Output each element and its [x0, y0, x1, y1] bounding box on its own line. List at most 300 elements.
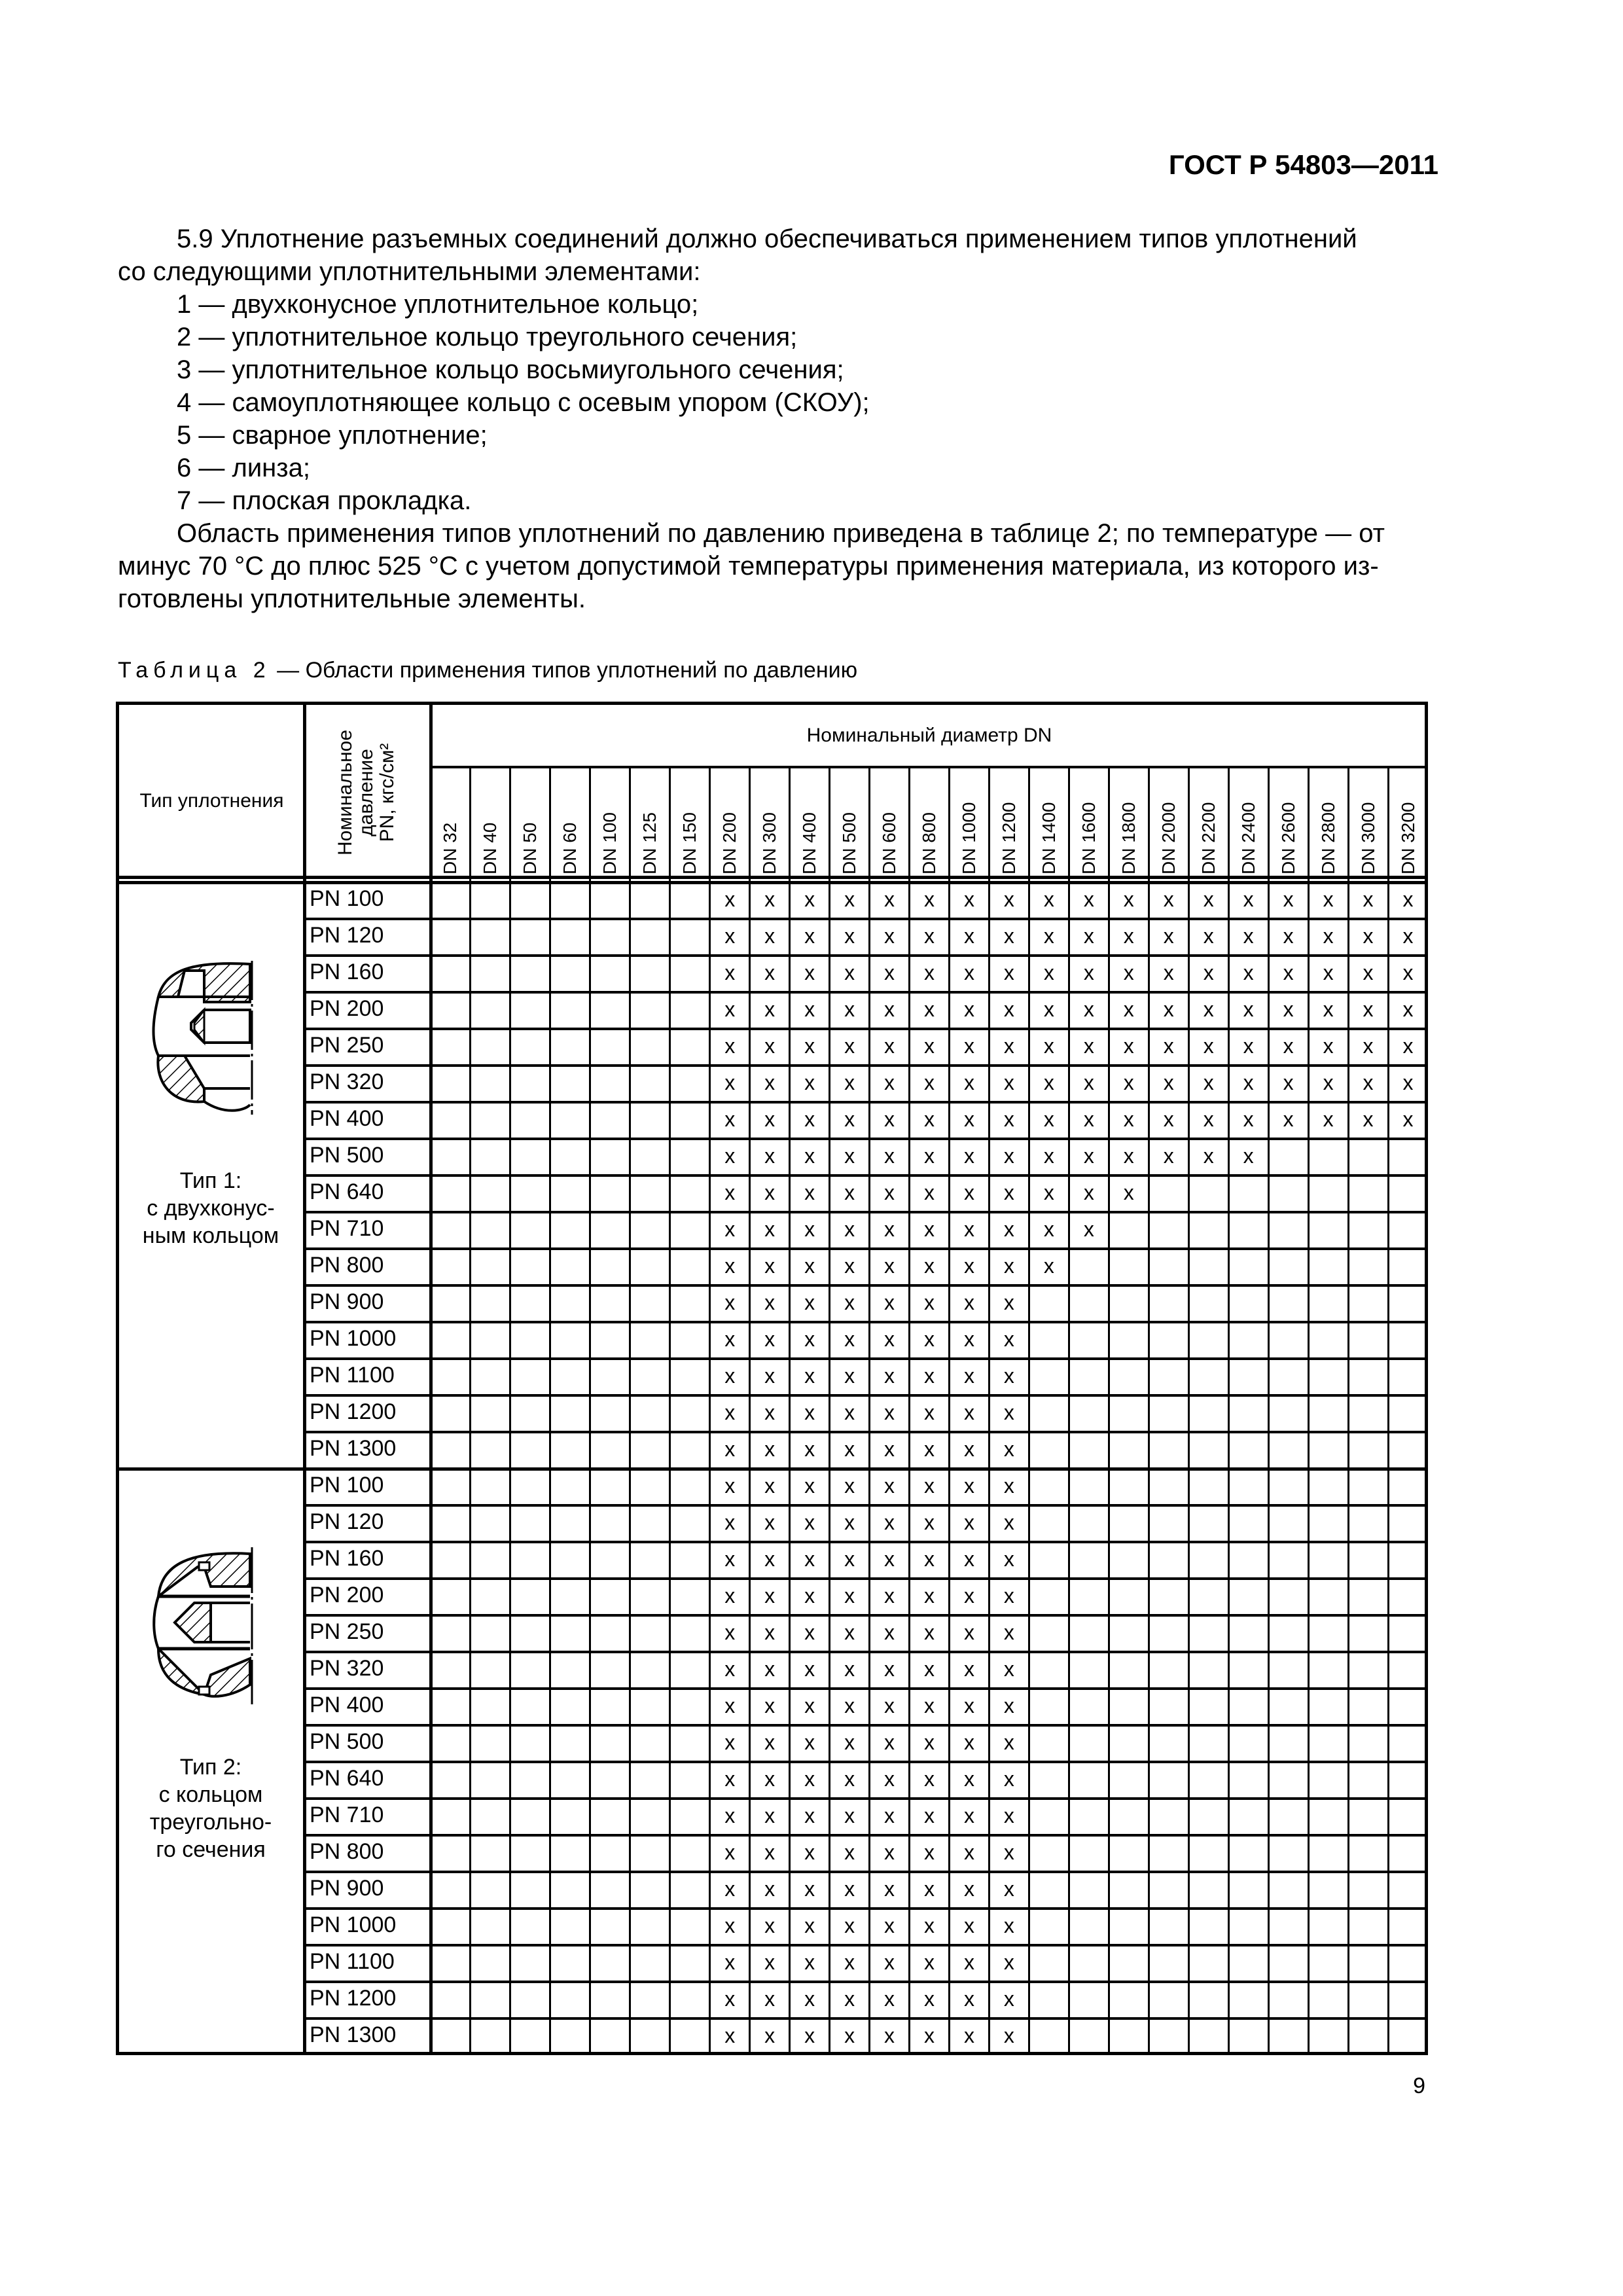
applicability-mark: x — [844, 924, 855, 948]
applicability-mark: x — [804, 1474, 815, 1498]
pn-value: PN 250 — [310, 1033, 384, 1058]
pn-value: PN 250 — [310, 1619, 384, 1644]
applicability-mark: x — [963, 1107, 974, 1131]
applicability-mark: x — [963, 1034, 974, 1058]
applicability-mark: x — [804, 1547, 815, 1571]
applicability-mark: x — [923, 1950, 935, 1974]
applicability-mark: x — [764, 1657, 776, 1681]
applicability-mark: x — [963, 1071, 974, 1094]
table-grid-line — [304, 918, 1428, 920]
applicability-mark: x — [804, 1804, 815, 1827]
table-caption — [118, 658, 857, 683]
applicability-mark: x — [1363, 888, 1374, 911]
applicability-mark: x — [963, 1511, 974, 1534]
type-label-line: ным кольцом — [142, 1223, 279, 1248]
table-grid-line — [304, 1101, 1428, 1103]
applicability-mark: x — [1003, 1401, 1014, 1424]
applicability-mark: x — [844, 1291, 855, 1314]
applicability-mark: x — [1123, 997, 1134, 1021]
table-grid-line — [116, 876, 1428, 879]
table-grid-line — [304, 1064, 1428, 1067]
applicability-mark: x — [1043, 1034, 1054, 1058]
applicability-mark: x — [884, 2024, 895, 2047]
applicability-mark: x — [884, 1547, 895, 1571]
applicability-mark: x — [1283, 1107, 1294, 1131]
applicability-mark: x — [804, 1987, 815, 2011]
applicability-mark: x — [724, 1694, 736, 1717]
table-grid-line — [304, 991, 1428, 994]
applicability-mark: x — [1003, 1327, 1014, 1351]
applicability-mark: x — [804, 924, 815, 948]
applicability-mark: x — [1003, 1144, 1014, 1168]
applicability-mark: x — [923, 1657, 935, 1681]
table-caption-text: — Области применения типов уплотнений по давлению — [270, 658, 858, 683]
pn-value: PN 900 — [310, 1876, 384, 1901]
applicability-mark: x — [764, 1327, 776, 1351]
applicability-mark: x — [1003, 1071, 1014, 1094]
applicability-mark: x — [1083, 888, 1094, 911]
applicability-mark: x — [884, 1657, 895, 1681]
applicability-mark: x — [923, 1437, 935, 1461]
applicability-mark: x — [1003, 1217, 1014, 1241]
applicability-mark: x — [844, 1364, 855, 1388]
applicability-mark: x — [1003, 1950, 1014, 1974]
applicability-mark: x — [1123, 1181, 1134, 1204]
column-header-dn: DN 32 — [440, 822, 461, 874]
applicability-mark: x — [1163, 924, 1174, 948]
applicability-mark: x — [963, 1987, 974, 2011]
column-header-dn: DN 3000 — [1357, 802, 1378, 874]
applicability-mark: x — [884, 1584, 895, 1607]
applicability-mark: x — [804, 961, 815, 984]
applicability-mark: x — [1003, 1181, 1014, 1204]
applicability-mark: x — [764, 924, 776, 948]
applicability-mark: x — [963, 1584, 974, 1607]
applicability-mark: x — [1283, 888, 1294, 911]
applicability-mark: x — [963, 997, 974, 1021]
applicability-mark: x — [724, 1950, 736, 1974]
section-5-9 — [118, 223, 1427, 615]
pn-value: PN 1300 — [310, 2022, 397, 2047]
table-grid-line — [116, 1467, 1428, 1471]
list-item: 7 — плоская прокладка. — [177, 486, 472, 515]
applicability-mark: x — [884, 1401, 895, 1424]
applicability-mark: x — [844, 1511, 855, 1534]
applicability-mark: x — [1283, 997, 1294, 1021]
applicability-mark: x — [963, 1291, 974, 1314]
applicability-mark: x — [923, 1987, 935, 2011]
table-grid-line — [303, 702, 306, 2055]
table-grid-line — [549, 767, 551, 2055]
applicability-mark: x — [804, 1401, 815, 1424]
applicability-mark: x — [1003, 924, 1014, 948]
applicability-mark: x — [963, 2024, 974, 2047]
applicability-mark: x — [844, 1217, 855, 1241]
table-grid-line — [589, 767, 591, 2055]
applicability-mark: x — [724, 1071, 736, 1094]
column-header-dn: DN 1800 — [1118, 802, 1139, 874]
pn-value: PN 1200 — [310, 1399, 397, 1424]
applicability-mark: x — [844, 1804, 855, 1827]
applicability-mark: x — [844, 1254, 855, 1278]
table-grid-line — [116, 881, 1428, 884]
column-header-seal-type: Тип уплотнения — [139, 790, 284, 812]
applicability-mark: x — [1123, 1034, 1134, 1058]
applicability-mark: x — [963, 1840, 974, 1864]
applicability-mark: x — [804, 1291, 815, 1314]
applicability-mark: x — [764, 1181, 776, 1204]
applicability-mark: x — [884, 1950, 895, 1974]
applicability-mark: x — [804, 888, 815, 911]
applicability-mark: x — [1203, 888, 1214, 911]
applicability-mark: x — [884, 888, 895, 911]
applicability-mark: x — [724, 1474, 736, 1498]
pn-value: PN 900 — [310, 1289, 384, 1314]
applicability-mark: x — [724, 1584, 736, 1607]
applicability-mark: x — [804, 1217, 815, 1241]
applicability-mark: x — [884, 1731, 895, 1754]
list-item: 4 — самоуплотняющее кольцо с осевым упором (СКОУ); — [177, 388, 870, 417]
pn-value: PN 160 — [310, 1546, 384, 1571]
applicability-mark: x — [724, 1840, 736, 1864]
applicability-mark: x — [844, 1731, 855, 1754]
applicability-mark: x — [884, 1804, 895, 1827]
applicability-mark: x — [844, 997, 855, 1021]
applicability-mark: x — [884, 1914, 895, 1937]
applicability-mark: x — [963, 1437, 974, 1461]
applicability-mark: x — [1003, 997, 1014, 1021]
applicability-mark: x — [1003, 2024, 1014, 2047]
applicability-mark: x — [724, 1254, 736, 1278]
applicability-mark: x — [764, 997, 776, 1021]
type-label-line: треугольно- — [149, 1810, 272, 1835]
applicability-mark: x — [724, 1547, 736, 1571]
applicability-mark: x — [764, 1694, 776, 1717]
applicability-mark: x — [1163, 961, 1174, 984]
applicability-mark: x — [1402, 997, 1414, 1021]
applicability-mark: x — [804, 1364, 815, 1388]
table-grid-line — [629, 767, 631, 2055]
applicability-mark: x — [923, 1291, 935, 1314]
column-header-dn: DN 2800 — [1317, 802, 1338, 874]
pn-value: PN 200 — [310, 996, 384, 1021]
applicability-mark: x — [1363, 1034, 1374, 1058]
applicability-mark: x — [724, 1291, 736, 1314]
applicability-mark: x — [1323, 1071, 1334, 1094]
applicability-mark: x — [1283, 1034, 1294, 1058]
applicability-mark: x — [1003, 1437, 1014, 1461]
applicability-mark: x — [1283, 924, 1294, 948]
applicability-mark: x — [764, 1731, 776, 1754]
applicability-mark: x — [884, 1877, 895, 1901]
applicability-mark: x — [1003, 1584, 1014, 1607]
applicability-mark: x — [1003, 1767, 1014, 1791]
applicability-mark: x — [1043, 961, 1054, 984]
list-item: 5 — сварное уплотнение; — [177, 421, 488, 450]
column-header-dn: DN 2600 — [1277, 802, 1298, 874]
applicability-mark: x — [1402, 1071, 1414, 1094]
table-grid-line — [304, 1541, 1428, 1543]
applicability-mark: x — [923, 1621, 935, 1644]
applicability-mark: x — [1203, 1034, 1214, 1058]
column-header-dn: DN 300 — [759, 812, 780, 874]
applicability-mark: x — [1043, 1181, 1054, 1204]
applicability-mark: x — [844, 1694, 855, 1717]
pn-value: PN 120 — [310, 923, 384, 948]
applicability-mark: x — [844, 1914, 855, 1937]
applicability-mark: x — [1163, 1071, 1174, 1094]
pn-value: PN 640 — [310, 1179, 384, 1204]
applicability-mark: x — [844, 1401, 855, 1424]
seal-type-label — [119, 1167, 302, 1249]
applicability-mark: x — [1083, 1034, 1094, 1058]
applicability-mark: x — [884, 1107, 895, 1131]
applicability-mark: x — [764, 1364, 776, 1388]
table-grid-line — [304, 1724, 1428, 1727]
applicability-mark: x — [923, 1914, 935, 1937]
applicability-mark: x — [844, 1181, 855, 1204]
applicability-mark: x — [844, 1144, 855, 1168]
applicability-mark: x — [963, 1694, 974, 1717]
applicability-mark: x — [923, 1547, 935, 1571]
applicability-mark: x — [1203, 997, 1214, 1021]
applicability-mark: x — [804, 1144, 815, 1168]
applicability-mark: x — [923, 1474, 935, 1498]
applicability-mark: x — [844, 1657, 855, 1681]
applicability-mark: x — [1003, 888, 1014, 911]
applicability-mark: x — [764, 1107, 776, 1131]
applicability-mark: x — [884, 1621, 895, 1644]
column-header-dn: DN 125 — [639, 812, 660, 874]
applicability-mark: x — [1163, 1034, 1174, 1058]
pn-value: PN 1200 — [310, 1986, 397, 2011]
table-grid-line — [304, 1797, 1428, 1800]
applicability-mark: x — [844, 1547, 855, 1571]
applicability-mark: x — [844, 1840, 855, 1864]
applicability-mark: x — [884, 1767, 895, 1791]
applicability-mark: x — [804, 1327, 815, 1351]
applicability-mark: x — [1003, 961, 1014, 984]
applicability-mark: x — [1003, 1804, 1014, 1827]
applicability-mark: x — [844, 1034, 855, 1058]
applicability-mark: x — [1163, 1144, 1174, 1168]
applicability-mark: x — [1003, 1254, 1014, 1278]
applicability-mark: x — [1043, 1107, 1054, 1131]
applicability-mark: x — [1043, 1071, 1054, 1094]
header-line: Номинальное — [334, 729, 356, 856]
applicability-mark: x — [884, 1694, 895, 1717]
table-grid-line — [304, 954, 1428, 957]
type-label-line: с двухконус- — [147, 1196, 275, 1221]
applicability-mark: x — [923, 924, 935, 948]
applicability-mark: x — [804, 1657, 815, 1681]
type-label-line: Тип 1: — [179, 1168, 242, 1193]
applicability-mark: x — [1402, 961, 1414, 984]
applicability-mark: x — [884, 1987, 895, 2011]
applicability-mark: x — [844, 1107, 855, 1131]
applicability-mark: x — [724, 961, 736, 984]
applicability-mark: x — [724, 1914, 736, 1937]
applicability-mark: x — [1363, 997, 1374, 1021]
applicability-mark: x — [764, 1071, 776, 1094]
column-group-header-nominal-diameter: Номинальный диаметр DN — [806, 725, 1052, 746]
pn-value: PN 400 — [310, 1106, 384, 1131]
applicability-mark: x — [963, 1804, 974, 1827]
seal-types-table — [116, 702, 1428, 2055]
applicability-mark: x — [1163, 1107, 1174, 1131]
applicability-mark: x — [963, 924, 974, 948]
applicability-mark: x — [844, 1987, 855, 2011]
pn-value: PN 1300 — [310, 1436, 397, 1461]
double-cone-ring-drawing-icon — [145, 958, 276, 1128]
pn-value: PN 200 — [310, 1583, 384, 1607]
applicability-mark: x — [844, 1437, 855, 1461]
column-header-dn: DN 60 — [560, 822, 580, 874]
header-line: PN, кгс/см² — [376, 743, 398, 842]
applicability-mark: x — [764, 1621, 776, 1644]
applicability-mark: x — [1083, 1144, 1094, 1168]
applicability-mark: x — [844, 2024, 855, 2047]
applicability-mark: x — [923, 1071, 935, 1094]
applicability-mark: x — [724, 2024, 736, 2047]
column-header-dn: DN 2400 — [1238, 802, 1258, 874]
applicability-mark: x — [724, 1767, 736, 1791]
table-grid-line — [304, 1028, 1428, 1030]
applicability-mark: x — [764, 1217, 776, 1241]
applicability-mark: x — [804, 1877, 815, 1901]
applicability-mark: x — [963, 1657, 974, 1681]
applicability-mark: x — [804, 1694, 815, 1717]
applicability-mark: x — [884, 961, 895, 984]
pn-value: PN 1000 — [310, 1912, 397, 1937]
applicability-mark: x — [963, 961, 974, 984]
applicability-mark: x — [724, 1657, 736, 1681]
applicability-mark: x — [844, 888, 855, 911]
applicability-mark: x — [1003, 1877, 1014, 1901]
applicability-mark: x — [963, 1401, 974, 1424]
table-grid-line — [304, 1138, 1428, 1140]
column-header-dn: DN 40 — [480, 822, 501, 874]
applicability-mark: x — [963, 1327, 974, 1351]
applicability-mark: x — [804, 997, 815, 1021]
pn-value: PN 800 — [310, 1839, 384, 1864]
table-grid-line — [304, 1614, 1428, 1617]
column-header-dn: DN 150 — [679, 812, 700, 874]
applicability-mark: x — [764, 1804, 776, 1827]
table-grid-line — [304, 1394, 1428, 1397]
column-header-dn: DN 1200 — [998, 802, 1019, 874]
pn-value: PN 400 — [310, 1693, 384, 1717]
applicability-mark: x — [1243, 1034, 1254, 1058]
applicability-mark: x — [764, 1877, 776, 1901]
applicability-mark: x — [804, 1107, 815, 1131]
applicability-mark: x — [844, 961, 855, 984]
applicability-mark: x — [764, 1401, 776, 1424]
table-grid-line — [304, 1211, 1428, 1213]
applicability-mark: x — [724, 1511, 736, 1534]
applicability-mark: x — [724, 1621, 736, 1644]
applicability-mark: x — [884, 1034, 895, 1058]
applicability-mark: x — [1043, 1254, 1054, 1278]
scope-line-1: Область применения типов уплотнений по давлению приведена в таблице 2; по температуре — от — [177, 519, 1385, 548]
applicability-mark: x — [844, 1950, 855, 1974]
applicability-mark: x — [963, 1254, 974, 1278]
type-label-line: с кольцом — [158, 1782, 263, 1807]
applicability-mark: x — [963, 1217, 974, 1241]
column-header-dn: DN 3200 — [1397, 802, 1418, 874]
applicability-mark: x — [1043, 997, 1054, 1021]
applicability-mark: x — [923, 1181, 935, 1204]
applicability-mark: x — [963, 1767, 974, 1791]
applicability-mark: x — [764, 1950, 776, 1974]
applicability-mark: x — [1123, 888, 1134, 911]
applicability-mark: x — [884, 924, 895, 948]
column-header-dn: DN 1400 — [1038, 802, 1059, 874]
applicability-mark: x — [724, 1144, 736, 1168]
applicability-mark: x — [764, 1254, 776, 1278]
applicability-mark: x — [1243, 1107, 1254, 1131]
applicability-mark: x — [1283, 961, 1294, 984]
applicability-mark: x — [963, 1364, 974, 1388]
applicability-mark: x — [844, 1474, 855, 1498]
applicability-mark: x — [963, 1144, 974, 1168]
applicability-mark: x — [1083, 924, 1094, 948]
table-grid-line — [429, 702, 433, 2055]
applicability-mark: x — [1243, 1071, 1254, 1094]
applicability-mark: x — [923, 2024, 935, 2047]
pn-value: PN 1100 — [310, 1949, 395, 1974]
column-header-nominal-pressure — [335, 708, 401, 878]
pn-value: PN 1100 — [310, 1363, 395, 1388]
applicability-mark: x — [923, 888, 935, 911]
applicability-mark: x — [963, 888, 974, 911]
table-grid-line — [304, 1834, 1428, 1837]
section-intro-line-2: со следующими уплотнительными элементами: — [118, 257, 701, 286]
applicability-mark: x — [1123, 1071, 1134, 1094]
applicability-mark: x — [1363, 1107, 1374, 1131]
applicability-mark: x — [724, 1327, 736, 1351]
applicability-mark: x — [764, 888, 776, 911]
applicability-mark: x — [923, 1511, 935, 1534]
type-label-line: Тип 2: — [179, 1755, 242, 1780]
table-grid-line — [304, 1577, 1428, 1580]
applicability-mark: x — [923, 1217, 935, 1241]
list-item: 2 — уплотнительное кольцо треугольного сечения; — [177, 323, 798, 351]
applicability-mark: x — [1203, 1144, 1214, 1168]
applicability-mark: x — [1243, 888, 1254, 911]
type-label-line: го сечения — [156, 1837, 266, 1862]
pn-value: PN 500 — [310, 1729, 384, 1754]
table-grid-line — [304, 1761, 1428, 1763]
applicability-mark: x — [923, 1034, 935, 1058]
applicability-mark: x — [804, 1437, 815, 1461]
applicability-mark: x — [884, 1364, 895, 1388]
applicability-mark: x — [1243, 1144, 1254, 1168]
applicability-mark: x — [923, 1327, 935, 1351]
applicability-mark: x — [1123, 1107, 1134, 1131]
section-intro-line-1: 5.9 Уплотнение разъемных соединений должно обеспечиваться применением типов уплотнений — [177, 224, 1357, 253]
column-header-dn: DN 600 — [879, 812, 900, 874]
document-id-header: ГОСТ Р 54803—2011 — [1168, 149, 1438, 180]
applicability-mark: x — [1083, 1181, 1094, 1204]
applicability-mark: x — [884, 997, 895, 1021]
applicability-mark: x — [844, 1621, 855, 1644]
table-grid-line — [304, 1174, 1428, 1177]
applicability-mark: x — [724, 1877, 736, 1901]
applicability-mark: x — [1003, 1364, 1014, 1388]
applicability-mark: x — [844, 1877, 855, 1901]
applicability-mark: x — [1003, 1474, 1014, 1498]
